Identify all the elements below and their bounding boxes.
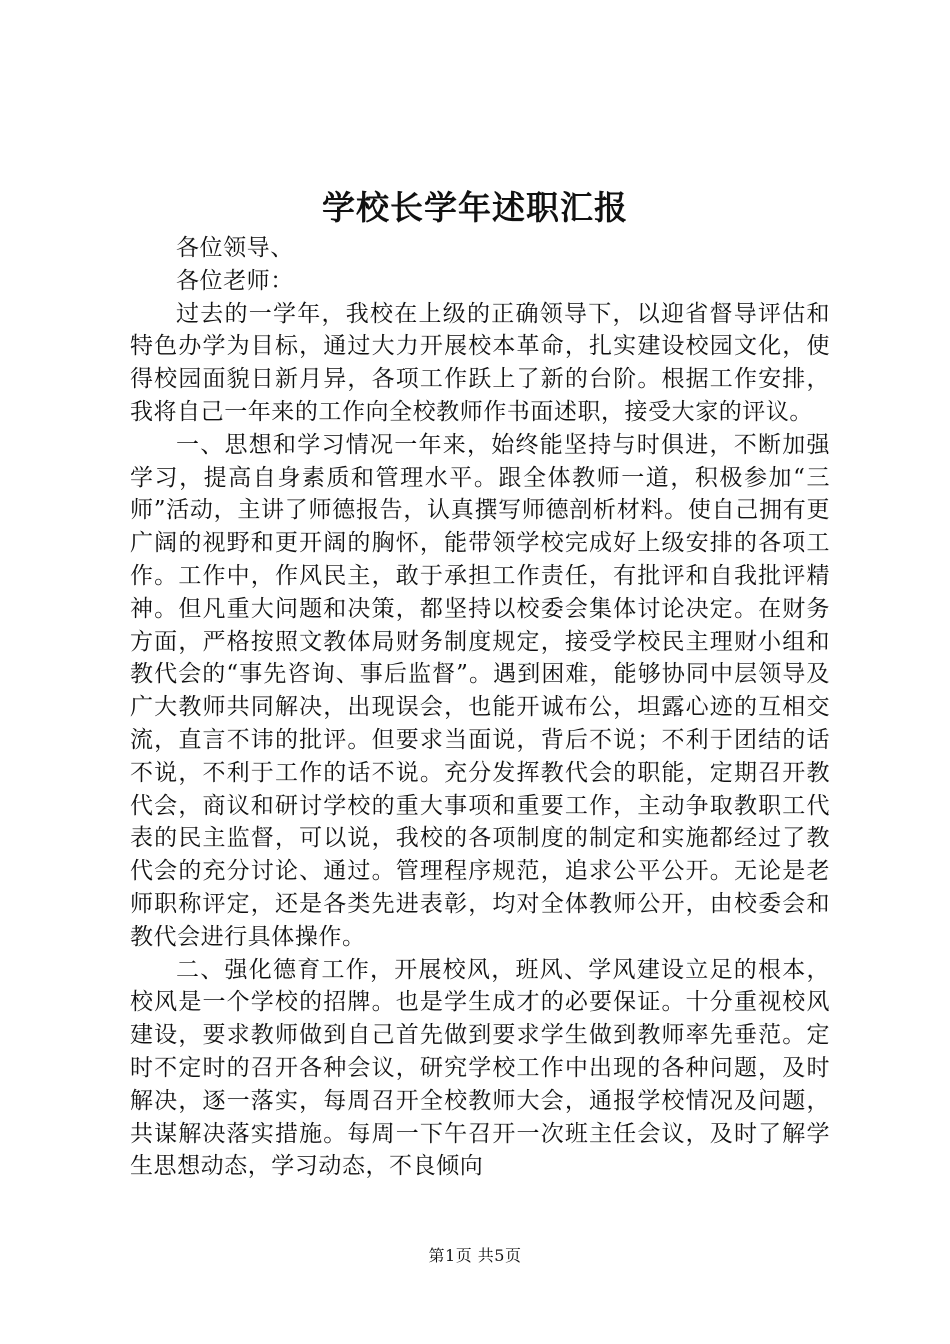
body-paragraph: 过去的一学年，我校在上级的正确领导下，以迎省督导评估和特色办学为目标，通过大力开展校本革命，扎实建设校园文化，使得校园面貌日新月异，各项工作跃上了新的台阶。根据工作安排，我将自己一年来的工作向全校教师作书面述职，接受大家的评议。: [130, 300, 830, 425]
salutation-line: 各位领导、: [176, 235, 294, 261]
salutation-line: 各位老师：: [176, 267, 294, 294]
document-body: [130, 232, 830, 1183]
page-number-footer: 第1页 共5页: [428, 1246, 522, 1265]
body-paragraph: 二、强化德育工作，开展校风，班风、学风建设立足的根本，校风是一个学校的招牌。也是学生成才的必要保证。十分重视校风建设，要求教师做到自己首先做到要求学生做到教师率先垂范。定时不定时的召开各种会议，研究学校工作中出现的各种问题，及时解决，逐一落实，每周召开全校教师大会，通报学校情况及问题，共谋解决落实措施。每周一下午召开一次班主任会议，及时了解学生思想动态，学习动态，不良倾向: [130, 956, 830, 1180]
document-title: 学校长学年述职汇报: [322, 188, 628, 227]
body-paragraph: 一、思想和学习情况一年来，始终能坚持与时俱进，不断加强学习，提高自身素质和管理水平。跟全体教师一道，积极参加“三师”活动，主讲了师德报告，认真撰写师德剖析材料。使自己拥有更广阔的视野和更开阔的胸怀，能带领学校完成好上级安排的各项工作。工作中，作风民主，敢于承担工作责任，有批评和自我批评精神。但凡重大问题和决策，都坚持以校委会集体讨论决定。在财务方面，严格按照文教体局财务制度规定，接受学校民主理财小组和教代会的“事先咨询、事后监督”。遇到困难，能够协同中层领导及广大教师共同解决，出现误会，也能开诚布公，坦露心迹的互相交流，直言不讳的批评。但要求当面说，背后不说；不利于团结的话不说，不利于工作的话不说。充分发挥教代会的职能，定期召开教代会，商议和研讨学校的重大事项和重要工作，主动争取教职工代表的民主监督，可以说，我校的各项制度的制定和实施都经过了教代会的充分讨论、通过。管理程序规范，追求公平公开。无论是老师职称评定，还是各类先进表彰，均对全体教师公开，由校委会和教代会进行具体操作。: [130, 431, 830, 950]
